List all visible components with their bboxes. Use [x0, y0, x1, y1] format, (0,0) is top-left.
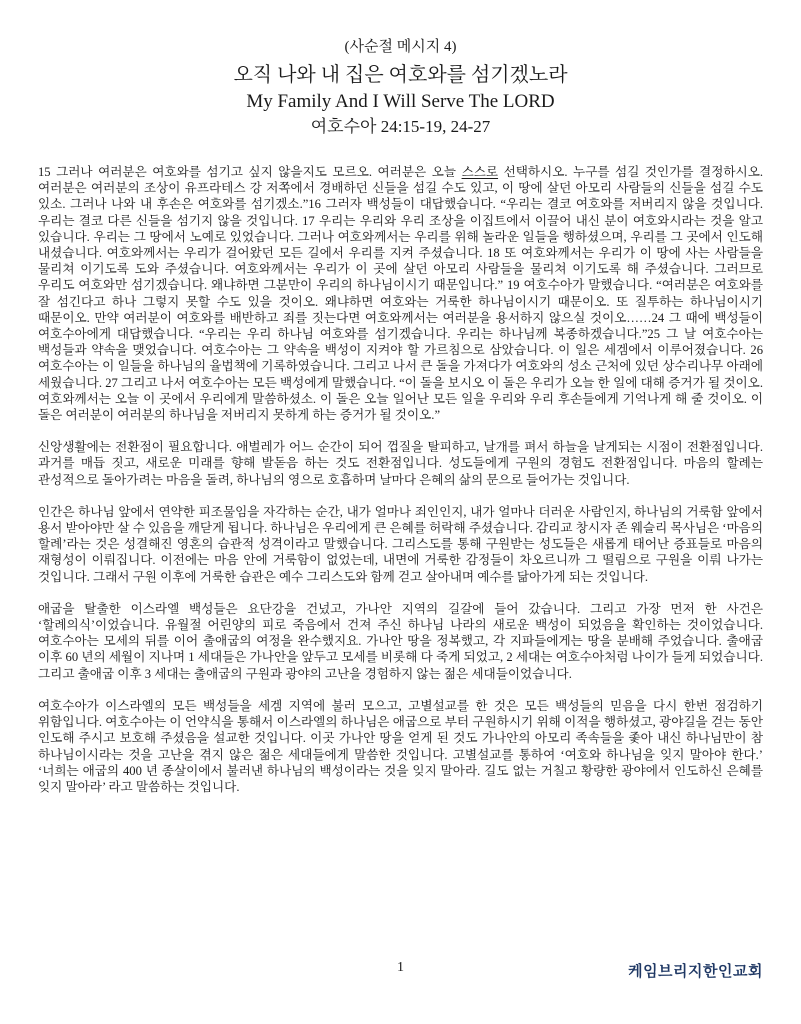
sermon-paragraph-farewell-sermon: 여호수아가 이스라엘의 모든 백성들을 세겜 지역에 불러 모으고, 고별설교를 한 것은 모든 백성들의 믿음을 다시 한번 점검하기 위함입니다. 여호수아는 이 언약식을 통해서 이스라엘의 하나님은 애굽으로 부터 구원하시기 위해 이적을 행하셨고, 광야길을 걷는 동안 인도해 주시고 보호해 주셨음을 설교한 것입니다. 이곳 가나안 땅을 얻게 된 것도 가나안의 아모리 족속들을 좇아 내신 하나님만이 참 하나님이시라는 것을 고난을 겪지 않은 젊은 세대들에게 말씀한 것입니다. 고별설교를 통하여 ‘여호와 하나님을 잊지 말아야 한다.’ ‘너희는 애굽의 400 년 종살이에서 불러낸 하나님의 백성이라는 것을 잊지 말아라. 길도 없는 거칠고 황량한 광야에서 인도하신 은혜를 잊지 말아라’ 라고 말씀하는 것입니다. — [38, 698, 763, 794]
church-name: 케임브리지한인교회 — [628, 964, 763, 980]
scripture-text-post: 선택하시오. 누구를 섬길 것인가를 결정하시오. 여러분은 여러분의 조상이 유프라테스 강 저쪽에서 경배하던 신들을 섬길 수도 있고, 이 땅에 살던 아모리 사람들의 신들을 섬길 수도 있소. 그러나 나와 내 후손은 여호와를 섬기겠소.”16 그러자 백성들이 대답했습니다. “우리는 결코 여호와를 저버리지 않을 것입니다. 우리는 결코 다른 신들을 섬기지 않을 것입니다. 17 우리는 우리와 우리 조상을 이집트에서 이끌어 내신 분이 여호와시라는 것을 알고 있습니다. 우리는 그 땅에서 노예로 있었습니다. 그러나 여호와께서는 우리를 위해 놀라운 일들을 행하셨으며, 우리를 그 곳에서 인도해 내셨습니다. 여호와께서는 우리가 걸어왔던 모든 길에서 우리를 지켜 주셨습니다. 18 또 여호와께서는 우리가 이 땅에 사는 사람들을 물리쳐 이기도록 도와 주셨습니다. 여호와께서는 우리가 이 곳에 살던 아모리 사람들을 물리쳐 이기도록 해 주셨습니다. 그러므로 우리도 여호와만 섬기겠습니다. 왜냐하면 그분만이 우리의 하나님이시기 때문입니다.” 19 여호수아가 말했습니다. “여러분은 여호와를 잘 섬긴다고 하나 그렇지 못할 수도 있을 것이오. 왜냐하면 여호와는 거룩한 하나님이시기 때문이오. 또 질투하는 하나님이시기 때문이오. 만약 여러분이 여호와를 배반하고 죄를 짓는다면 여호와께서는 여러분을 용서하지 않으실 것이오……24 그 때에 백성들이 여호수아에게 대답했습니다. “우리는 우리 하나님 여호와를 섬기겠습니다. 우리는 하나님께 복종하겠습니다.”25 그 날 여호수아는 백성들과 약속을 맺었습니다. 여호수아는 그 약속을 백성이 지켜야 할 가르침으로 삼았습니다. 이 일은 세겜에서 이루어졌습니다. 26 여호수아는 이 일들을 하나님의 율법책에 기록하였습니다. 그리고 나서 큰 돌을 가져다가 여호와의 성소 근처에 있던 상수리나무 아래에 세웠습니다. 27 그리고 나서 여호수아는 모든 백성에게 말했습니다. “이 돌을 보시오 이 돌은 우리가 오늘 한 일에 대해 증거가 될 것이오. 여호와께서는 오늘 이 곳에서 우리에게 말씀하셨소. 이 돌은 오늘 일어난 모든 일을 우리와 우리 후손들에게 기억나게 해 줄 것이오. 이 돌은 여러분이 여러분의 하나님을 저버리지 못하게 하는 증거가 될 것이오.” — [38, 165, 764, 423]
document-header — [0, 0, 801, 139]
scripture-text-underlined: 스스로 — [461, 165, 499, 179]
scripture-reference: 여호수아 24:15-19, 24-27 — [310, 117, 491, 136]
sermon-paragraph-turning-point: 신앙생활에는 전환점이 필요합니다. 애벌레가 어느 순간이 되어 껍질을 탈피하고, 날개를 펴서 하늘을 날게되는 시점이 전환점입니다. 과거를 매듭 짓고, 새로운 미래를 향해 발돋음 하는 것도 전환점입니다. 성도들에게 구원의 경험도 전환점입니다. 마음의 할례는 관성적으로 돌아가려는 마음을 돌려, 하나님의 영으로 호흡하며 날마다 은혜의 삶의 문으로 들어가는 것입니다. — [38, 440, 763, 487]
series-label: (사순절 메시지 4) — [344, 39, 457, 55]
scripture-passage — [38, 164, 763, 423]
document-body — [38, 164, 763, 795]
sermon-paragraph-heart-circumcision: 인간은 하나님 앞에서 연약한 피조물임을 자각하는 순간, 내가 얼마나 죄인인지, 내가 얼마나 더러운 사람인지, 하나님의 거룩함 앞에서 용서 받아야만 살 수 있음을 깨닫게 됩니다. 하나님은 우리에게 큰 은혜를 허락해 주셨습니다. 감리교 창시자 존 웨슬리 목사님은 ‘마음의 할례’라는 것은 성결해진 영혼의 습관적 성격이라고 말했습니다. 그리스도를 통해 구원받는 성도들은 새롭게 태어난 증표들로 마음의 재형성이 이뤄집니다. 이전에는 마음 안에 거룩함이 없었는데, 내면에 거룩한 감정들이 차오르니까 그 떨림으로 구원을 이뤄 나가는 것입니다. 그래서 구원 이후에 거룩한 습관은 예수 그리스도와 함께 걷고 살아내며 예수를 닮아가게 되는 것입니다. — [38, 504, 763, 584]
document-footer — [0, 960, 801, 984]
scripture-text-pre: 15 그러나 여러분은 여호와를 섬기고 싶지 않을지도 모르오. 여러분은 오늘 — [38, 165, 462, 179]
sermon-paragraph-exodus-generations: 애굽을 탈출한 이스라엘 백성들은 요단강을 건넜고, 가나안 지역의 길갈에 들어 갔습니다. 그리고 가장 먼저 한 사건은 ‘할례의식’이었습니다. 유월절 어린양의 피로 죽음에서 건져 주신 하나님 나라의 새로운 백성이 되었음을 확인하는 것이었습니다. 여호수아는 모세의 뒤를 이어 출애굽의 여정을 완수했지요. 가나안 땅을 정복했고, 각 지파들에게는 땅을 분배해 주었습니다. 출애굽 이후 60 년의 세월이 지나며 1 세대들은 가나안을 앞두고 모세를 비롯해 다 죽게 되었고, 2 세대는 여호수아처럼 나이가 들게 되었습니다. 그리고 출애굽 이후 3 세대는 출애굽의 구원과 광야의 고난을 경험하지 않는 젊은 세대들이었습니다. — [38, 601, 763, 681]
page-number: 1 — [397, 960, 404, 975]
title-korean: 오직 나와 내 집은 여호와를 섬기겠노라 — [233, 64, 568, 86]
title-english: My Family And I Will Serve The LORD — [246, 91, 555, 112]
